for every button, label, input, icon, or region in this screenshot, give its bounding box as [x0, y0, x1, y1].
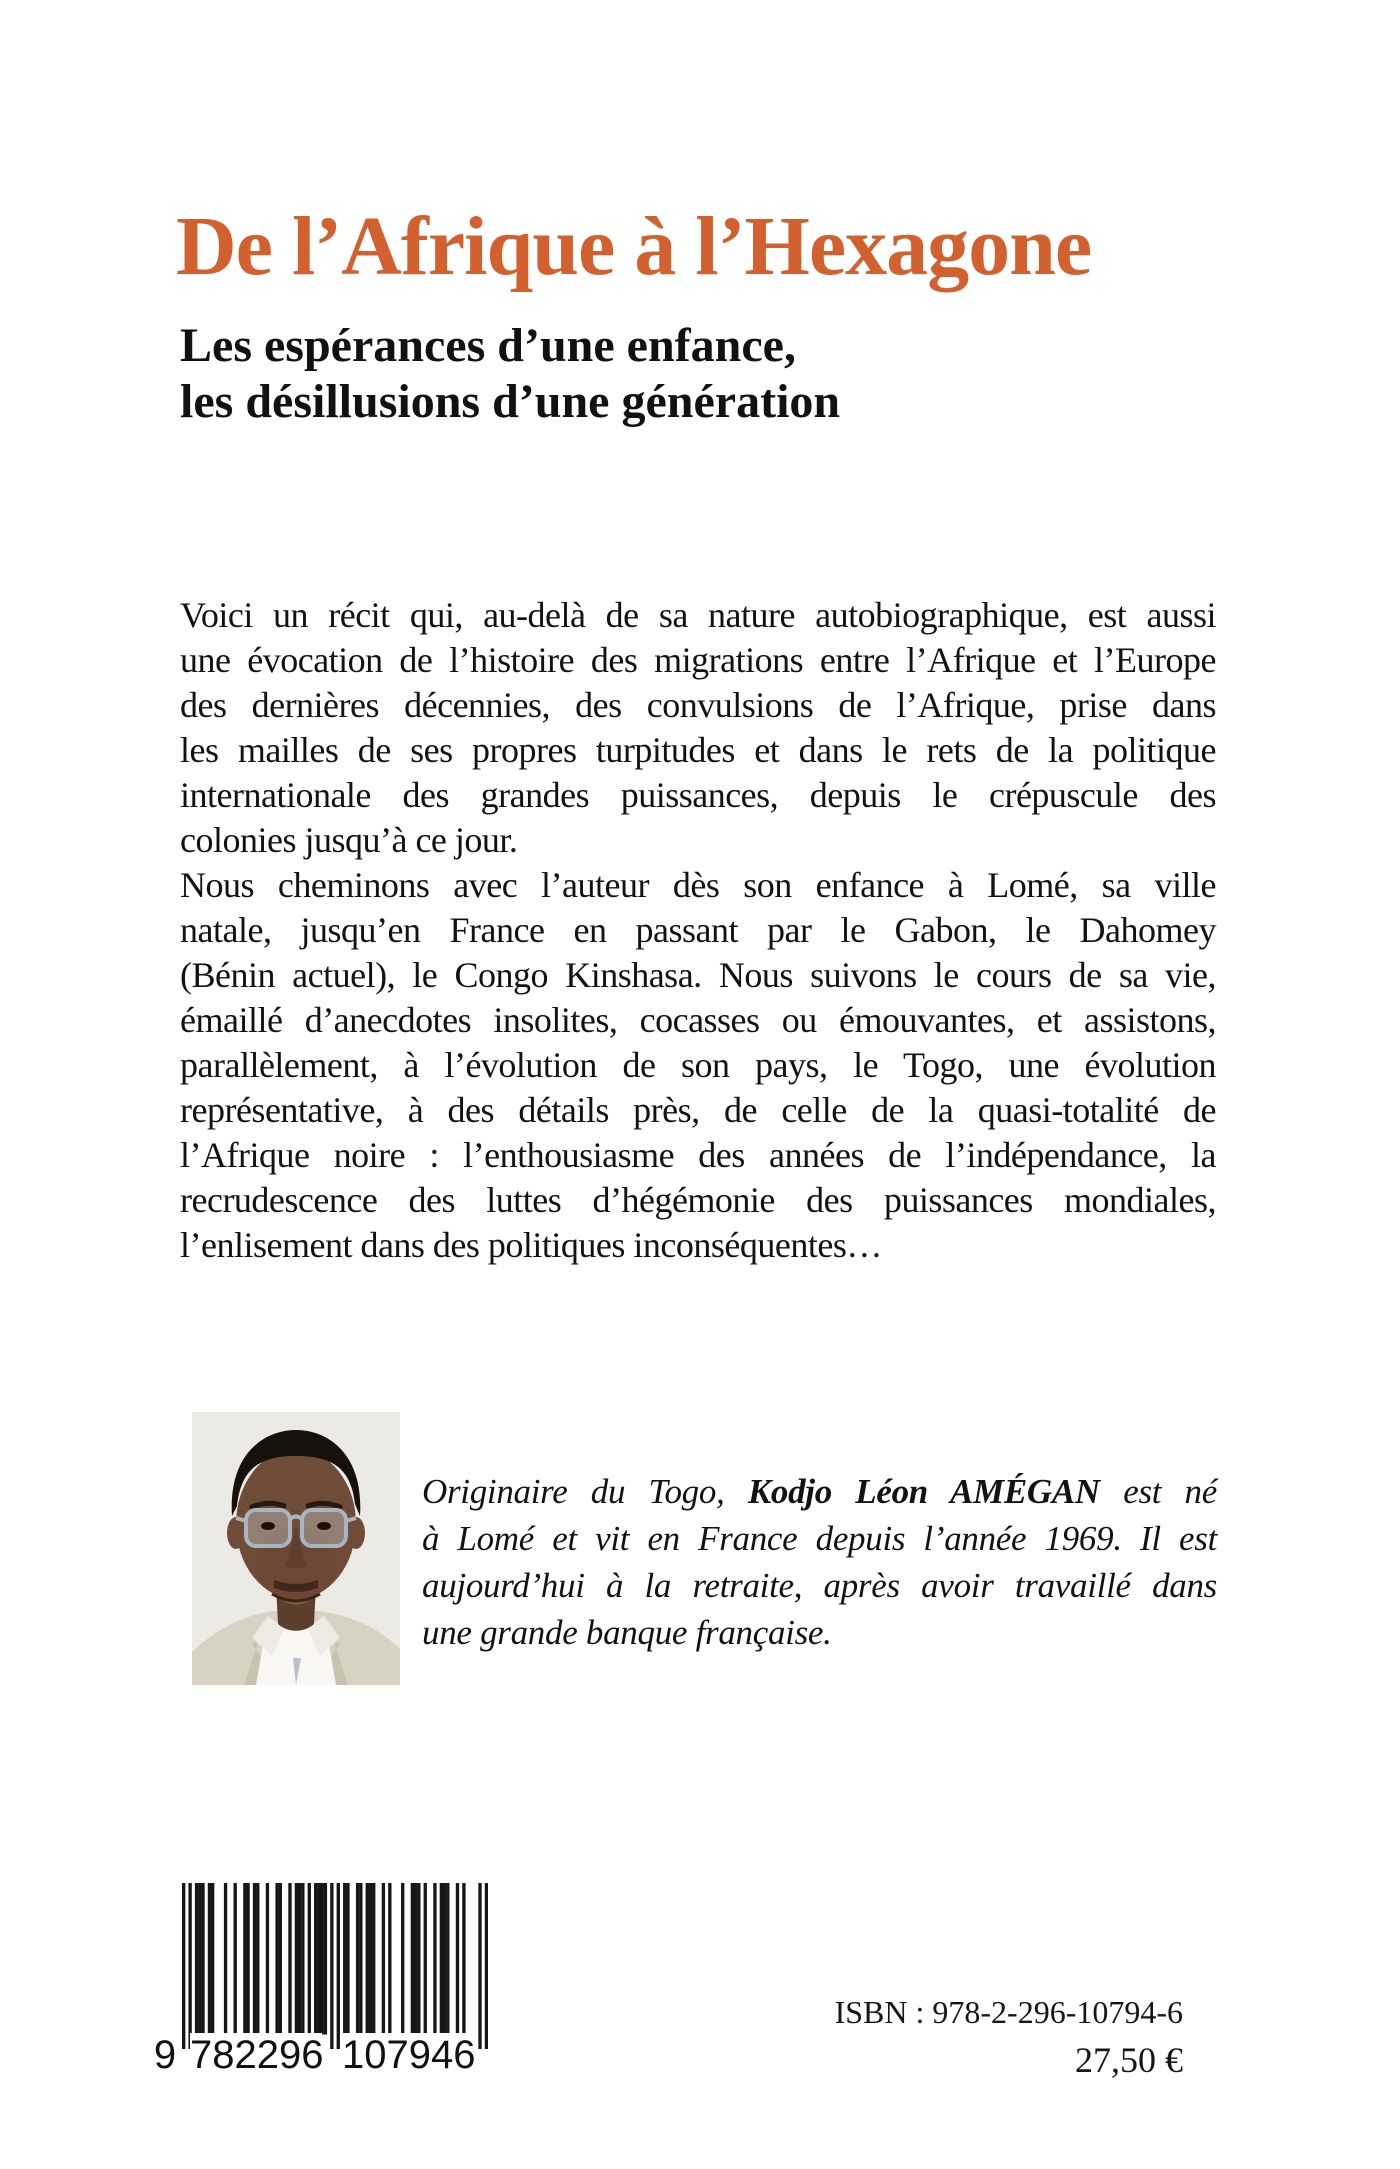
- synopsis-line: recrudescence des luttes d’hégémonie des puissances mondiales,: [180, 1180, 1216, 1220]
- synopsis-line: représentative, à des détails près, de celle de la quasi-totalité de: [180, 1090, 1216, 1130]
- bio-line: aujourd’hui à la retraite, après avoir travaillé dans: [422, 1566, 1217, 1605]
- synopsis-line: une évocation de l’histoire des migrations entre l’Afrique et l’Europe: [180, 640, 1216, 680]
- barcode-digit-group-right: 107946: [342, 2033, 476, 2077]
- isbn-text: ISBN : 978-2-296-10794-6: [834, 1994, 1183, 2030]
- synopsis-line: l’Afrique noire : l’enthousiasme des années de l’indépendance, la: [180, 1135, 1216, 1175]
- author-name: Kodjo Léon AMÉGAN: [747, 1472, 1100, 1511]
- synopsis: [180, 593, 1216, 1268]
- barcode-digit-group-left: 782296: [190, 2033, 324, 2077]
- bio-line: [422, 1468, 1217, 1515]
- synopsis-line: émaillé d’anecdotes insolites, cocasses ou émouvantes, et assistons,: [180, 1000, 1216, 1040]
- ean13-barcode: [153, 1883, 500, 2083]
- synopsis-line: Voici un récit qui, au-delà de sa nature autobiographique, est aussi: [180, 595, 1216, 635]
- book-subtitle-line1: Les espérances d’une enfance,: [180, 319, 796, 372]
- synopsis-line: Nous cheminons avec l’auteur dès son enfance à Lomé, sa ville: [180, 865, 1216, 905]
- bio-text: est né: [1099, 1472, 1217, 1511]
- synopsis-line: des dernières décennies, des convulsions de l’Afrique, prise dans: [180, 685, 1216, 725]
- book-title: De l’Afrique à l’Hexagone: [176, 200, 1092, 293]
- synopsis-line: les mailles de ses propres turpitudes et dans le rets de la politique: [180, 730, 1216, 770]
- bio-line: une grande banque française.: [422, 1613, 832, 1652]
- barcode-digit-first: 9: [153, 2033, 177, 2077]
- synopsis-line: parallèlement, à l’évolution de son pays, le Togo, une évolution: [180, 1045, 1216, 1085]
- bio-text: Originaire du Togo,: [422, 1472, 748, 1511]
- synopsis-line: internationale des grandes puissances, depuis le crépuscule des: [180, 775, 1216, 815]
- synopsis-line: l’enlisement dans des politiques inconséquentes…: [180, 1225, 882, 1265]
- price-text: 27,50 €: [1075, 2040, 1183, 2080]
- synopsis-line: (Bénin actuel), le Congo Kinshasa. Nous suivons le cours de sa vie,: [180, 955, 1216, 995]
- isbn-price-block: [835, 1993, 1183, 2081]
- book-subtitle-line2: les désillusions d’une génération: [180, 375, 841, 428]
- book-subtitle: [180, 318, 840, 430]
- synopsis-line: natale, jusqu’en France en passant par le Gabon, le Dahomey: [180, 910, 1216, 950]
- bio-line: à Lomé et vit en France depuis l’année 1969. Il est: [422, 1519, 1217, 1558]
- author-photo: [192, 1412, 400, 1685]
- barcode-digits: [153, 1883, 488, 2083]
- author-bio: [422, 1468, 1217, 1656]
- synopsis-line: colonies jusqu’à ce jour.: [180, 820, 518, 860]
